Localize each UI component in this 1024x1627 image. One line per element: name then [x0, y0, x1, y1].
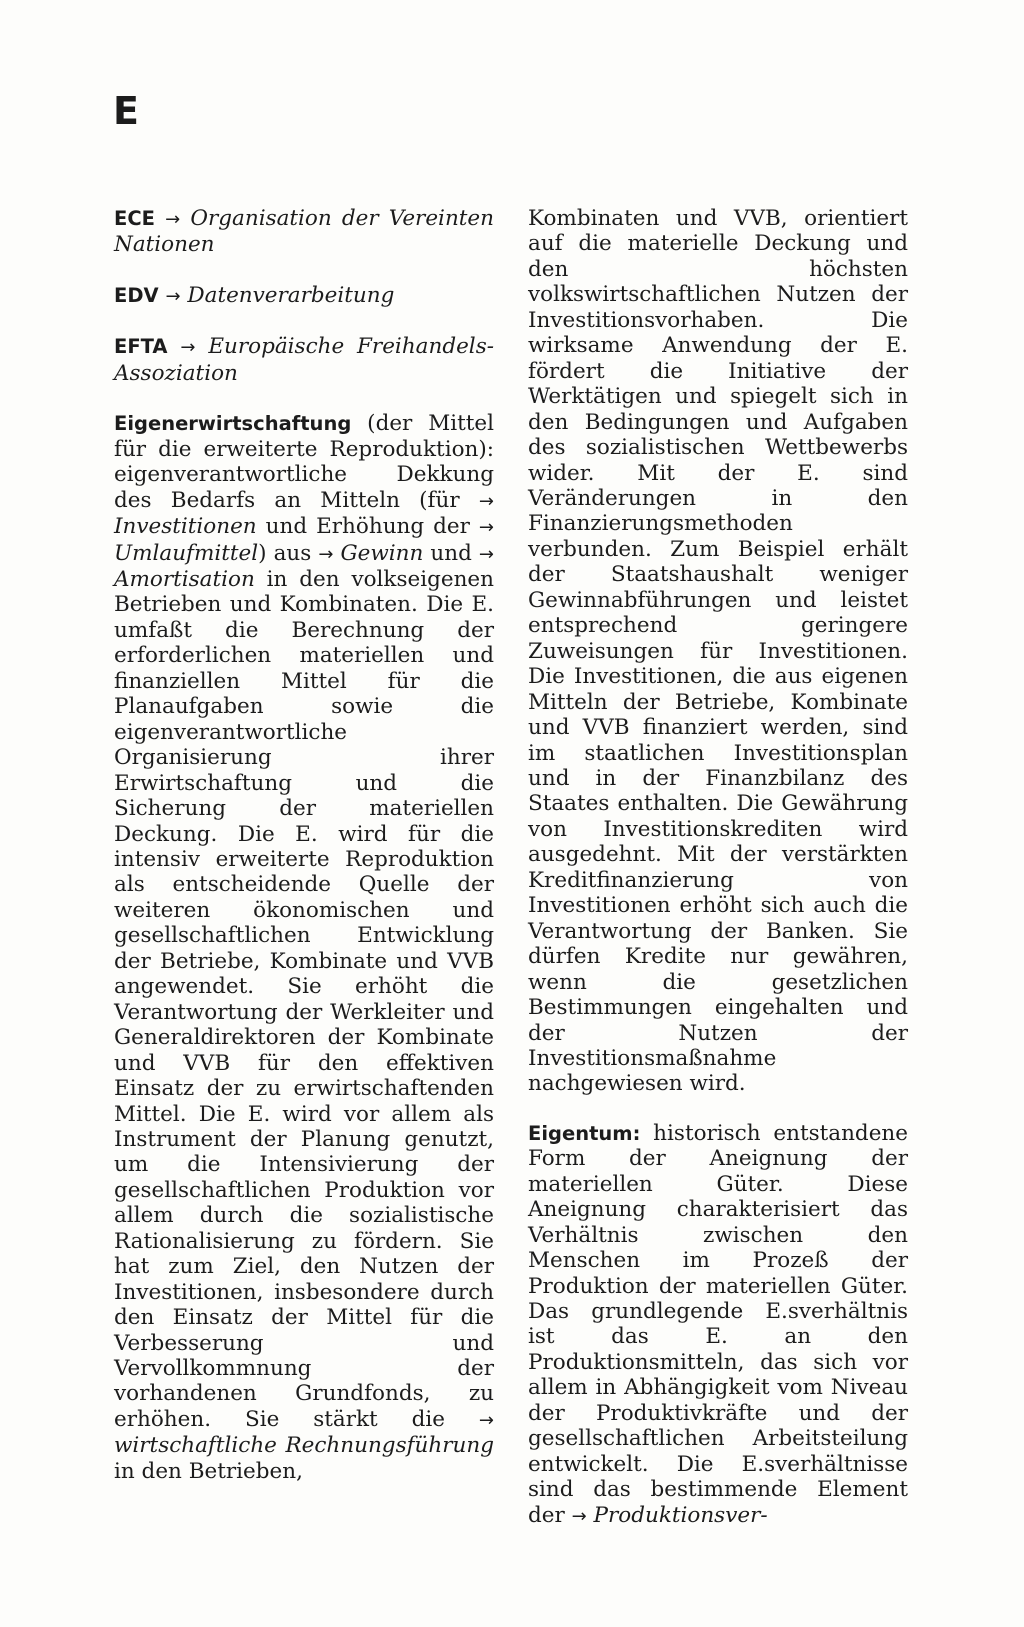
headword: EFTA — [114, 335, 168, 359]
cross-reference: Umlaufmittel — [114, 540, 259, 566]
cross-reference: Produktionsver- — [593, 1502, 768, 1528]
cross-reference: Investitionen — [114, 514, 257, 540]
arrow-icon: → — [165, 209, 181, 230]
arrow-icon: → — [318, 543, 334, 565]
entry-eigentum — [528, 1121, 908, 1529]
arrow-icon: → — [180, 337, 196, 359]
headword: Eigentum: — [528, 1121, 641, 1145]
cross-reference: Datenverarbeitung — [187, 282, 395, 308]
arrow-icon: → — [165, 285, 181, 307]
entry-eigenerwirtschaftung — [114, 411, 494, 1484]
cross-reference: wirtschaftliche Rechnungsführung — [114, 1433, 494, 1459]
body-text: ) aus — [258, 540, 319, 566]
entry-edv — [114, 283, 494, 309]
section-letter: E — [113, 89, 139, 133]
entry-efta — [114, 334, 494, 386]
arrow-icon: → — [478, 1409, 494, 1431]
left-column — [114, 206, 494, 1484]
headword: Eigenerwirtschaftung — [114, 412, 352, 436]
arrow-icon: → — [478, 490, 494, 512]
body-text: und — [423, 540, 479, 566]
cross-reference: Amortisation — [114, 566, 255, 592]
headword: ECE — [114, 207, 155, 230]
headword: EDV — [114, 283, 159, 307]
cross-reference: Europäische Freihandels-Assoziation — [114, 334, 494, 386]
body-text: (der Mittel für die erweiterte Reproduktion): eigenverantwortliche Dekkung des Bedarfs an Mitteln (für — [114, 411, 494, 513]
body-text: und Erhöhung der — [256, 514, 479, 540]
arrow-icon: → — [478, 517, 494, 539]
cross-reference: Gewinn — [340, 540, 424, 566]
body-text: in den volkseigenen Betrieben und Kombinaten. Die E. umfaßt die Berechnung der erforderlichen materiellen und finanziellen Mittel für die Planaufgaben sowie die eigenverantwortliche Organisierung ihrer Erwirtschaftung und die Sicherung der materiellen Deckung. Die E. wird für die intensiv erweiterte Reproduktion als entscheidende Quelle der weiteren ökonomischen und gesellschaftlichen Entwicklung der Betriebe, Kombinate und VVB angewendet. Sie erhöht die Verantwortung der Werkleiter und Generaldirektoren der Kombinate und VVB für den effektiven Einsatz der zu erwirtschaftenden Mittel. Die E. wird vor allem als Instrument der Planung genutzt, um die Intensivierung der gesellschaftlichen Produktion vor allem durch die sozialistische Rationalisierung zu fördern. Sie hat zum Ziel, den Nutzen der Investitionen, insbesondere durch den Einsatz der Mittel für die Verbesserung und Vervollkommnung der vorhandenen Grundfonds, zu erhöhen. Sie stärkt die — [114, 566, 494, 1432]
arrow-icon: → — [571, 1505, 587, 1527]
body-text: in den Betrieben, — [114, 1458, 303, 1484]
right-column — [528, 206, 908, 1554]
arrow-icon: → — [478, 543, 494, 565]
entry-eigenerwirtschaftung-continued: Kombinaten und VVB, orientiert auf die materielle Deckung und den höchsten volkswirtschaftlichen Nutzen der Investitionsvorhaben. Die wirksame Anwendung der E. fördert die Initiative der Werktätigen und spiegelt sich in den Bedingungen und Aufgaben des sozialistischen Wettbewerbs wider. Mit der E. sind Veränderungen in den Finanzierungsmethoden verbunden. Zum Beispiel erhält der Staatshaushalt weniger Gewinnabführungen und leistet entsprechend geringere Zuweisungen für Investitionen. Die Investitionen, die aus eigenen Mitteln der Betriebe, Kombinate und VVB finanziert werden, sind im staatlichen Investitionsplan und in der Finanzbilanz des Staates enthalten. Die Gewährung von Investitionskrediten wird ausgedehnt. Mit der verstärkten Kreditfinanzierung von Investitionen erhöht sich auch die Verantwortung der Banken. Sie dürfen Kredite nur gewähren, wenn die gesetzlichen Bestimmungen eingehalten und der Nutzen der Investitionsmaßnahme nachgewiesen wird. — [528, 206, 908, 1097]
body-text: historisch entstandene Form der Aneignung der materiellen Güter. Diese Aneignung charakterisiert das Verhältnis zwischen den Menschen im Prozeß der Produktion der materiellen Güter. Das grundlegende E.sverhältnis ist das E. an den Produktionsmitteln, das sich vor allem in Abhängigkeit vom Niveau der Produktivkräfte und der gesellschaftlichen Arbeitsteilung entwickelt. Die E.sverhältnisse sind das bestimmende Element der — [528, 1120, 908, 1528]
cross-reference: Organisation der Vereinten Nationen — [114, 206, 494, 258]
entry-ece — [114, 206, 494, 258]
